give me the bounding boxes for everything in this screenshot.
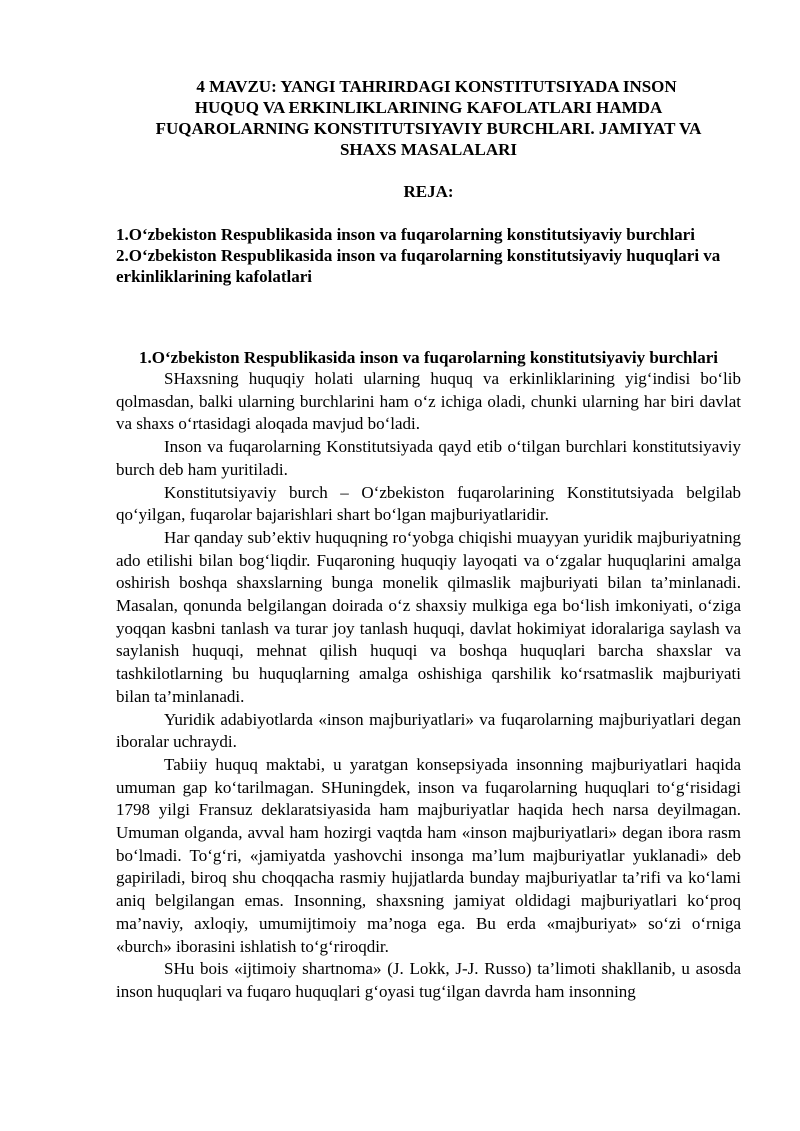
paragraph: Tabiiy huquq maktabi, u yaratgan konsepsiyada insonning majburiyatlari haqida umuman gap ko‘tarilmagan. SHuningdek, inson va fuqarolarning huquqlari to‘g‘risidagi 1798 yilgi Fransuz deklaratsiyasida ham majburiyatlar haqida hech narsa deyilmagan. Umuman olganda, avval ham hozirgi vaqtda ham «inson majburiyatlari» degan ibora rasm bo‘lmadi. To‘g‘ri, «jamiyatda yashovchi insonga ma’lum majburiyatlar yuklanadi» deb gapiriladi, biroq shu choqqacha rasmiy hujjatlarda bunday majburiyatlar ta’rifi va ko‘lami aniq belgilangan emas. Insonning, shaxsning jamiyat oldidagi majburiyatlari ko‘proq ma’naviy, axloqiy, umumijtimoiy ma’noga ega. Bu erda «majburiyat» so‘zi o‘rniga «burch» iborasini ishlatish to‘g‘riroqdir. [116,754,741,956]
title-line: HUQUQ VA ERKINLIKLARINING KAFOLATLARI HAMDA [194,98,663,117]
document-title [116,76,741,160]
plan-list [116,224,741,287]
paragraph: Konstitutsiyaviy burch – O‘zbekiston fuqarolarining Konstitutsiyada belgilab qo‘yilgan, fuqarolar bajarishlari shart bo‘lgan majburiyatlaridir. [116,482,741,525]
paragraph: Yuridik adabiyotlarda «inson majburiyatlari» va fuqarolarning majburiyatlari degan iboralar uchraydi. [116,709,741,752]
paragraph: SHu bois «ijtimoiy shartnoma» (J. Lokk, J-J. Russo) ta’limoti shakllanib, u asosda inson huquqlari va fuqaro huquqlari g‘oyasi tug‘ilgan davrda ham insonning [116,959,741,1001]
plan-item: 1.O‘zbekiston Respublikasida inson va fuqarolarning konstitutsiyaviy burchlari [116,225,695,244]
document-page [116,76,741,1004]
title-line: 4 MAVZU: YANGI TAHRIRDAGI KONSTITUTSIYADA INSON [196,77,677,96]
paragraph: Har qanday sub’ektiv huquqning ro‘yobga chiqishi muayyan yuridik majburiyatning ado etilishi bilan bog‘liqdir. Fuqaroning huquqiy layoqati va o‘zgalar huquqlarini amalga oshirish boshqa shaxslarning bunga monelik qilmaslik majburiyati bilan ta’minlanadi. Masalan, qonunda belgilangan doirada o‘z shaxsiy mulkiga ega bo‘lish imkoniyati, o‘ziga yoqqan kasbni tanlash va turar joy tanlash huquqi, davlat hokimiyat idoralariga saylash va saylanish huquqi, mehnat qilish huquqi va boshqa huquqlari barcha shaxslar va tashkilotlarning bu huquqlarning amalga oshishiga qarshilik ko‘rsatmaslik majburiyati bilan ta’minlanadi. [116,527,741,706]
section-heading: 1.O‘zbekiston Respublikasida inson va fuqarolarning konstitutsiyaviy burchlari [139,348,718,367]
section-body [116,368,741,1004]
plan-heading: REJA: [403,182,454,201]
paragraph: Inson va fuqarolarning Konstitutsiyada qayd etib o‘tilgan burchlari konstitutsiyaviy burch deb ham yuritiladi. [116,437,741,479]
title-line: SHAXS MASALALARI [339,140,518,159]
plan-item: 2.O‘zbekiston Respublikasida inson va fuqarolarning konstitutsiyaviy huquqlari va erkinliklarining kafolatlari [116,246,721,286]
title-line: FUQAROLARNING KONSTITUTSIYAVIY BURCHLARI. JAMIYAT VA [155,119,702,138]
paragraph: SHaxsning huquqiy holati ularning huquq va erkinliklarining yig‘indisi bo‘lib qolmasdan, balki ularning burchlarini ham o‘z ichiga oladi, chunki ularning har biri davlat va shaxs o‘rtasidagi aloqada mavjud bo‘ladi. [116,369,741,434]
